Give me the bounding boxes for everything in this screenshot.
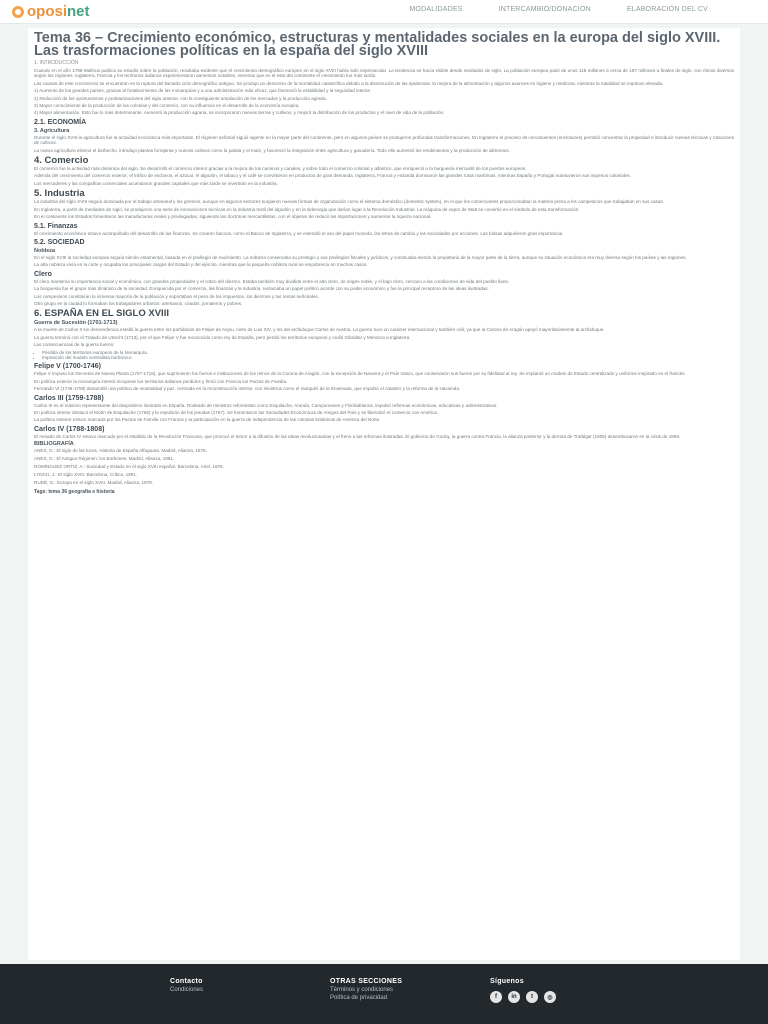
bibliography-item: ANES, G.: El Antiguo Régimen: los Borbones. Madrid, Alianza, 1981. bbox=[34, 456, 175, 462]
footer-contact bbox=[170, 978, 203, 993]
document-content bbox=[28, 28, 740, 960]
intro-paragraph: 3) Mayor conocimiento de la producción de las colonias y del comercio, con su influencia en el desarrollo de la economía europea. bbox=[34, 103, 300, 109]
bibliography-item: DOMÍNGUEZ ORTIZ, A.: Sociedad y Estado en el siglo XVIII español. Barcelona, Ariel, 1976. bbox=[34, 464, 224, 470]
bibliography-item: RUDÉ, G.: Europa en el siglo XVIII. Madrid, Alianza, 1978. bbox=[34, 480, 153, 486]
section-subheading: 3. Agricultura bbox=[34, 127, 70, 134]
section-heading: 2.1. ECONOMÍA bbox=[34, 118, 87, 126]
section-heading: 5.1. Finanzas bbox=[34, 222, 78, 230]
section-paragraph: La industria del siglo XVIII seguía dominada por el trabajo artesanal y los gremios, aunque en algunos sectores surgieron nuevas formas de organización como el sistema doméstico (domestic system), en el que los comerciantes proporcionaban la materia prima a los campesinos que trabajaban en sus casas. bbox=[34, 199, 664, 205]
section-paragraph: La burguesía fue el grupo más dinámico de la sociedad. Enriquecida por el comercio, las finanzas y la industria, reclamaba un papel político acorde con su poder económico y fue la principal receptora de las ideas ilustradas. bbox=[34, 286, 489, 292]
section-paragraph: Durante el siglo XVIII la agricultura fue la actividad económica más importante. El régimen señorial siguió vigente en la mayor parte del continente, pero en algunos países se produjeron profundas transformaciones. En Inglaterra el proceso de cercamientos (enclosures) permitió concentrar la propiedad e introducir nuevas técnicas y rotaciones de cultivos. bbox=[34, 134, 734, 146]
nav-intercambio[interactable]: INTERCAMBIO/DONACIÓN bbox=[498, 6, 591, 13]
section-paragraph: Los mercaderes y las compañías comerciales acumularon grandes capitales que más tarde se invertirán en la industria. bbox=[34, 180, 278, 186]
section-paragraph: Los campesinos constituían la inmensa mayoría de la población y soportaban el peso de los impuestos, los diezmos y las rentas señoriales. bbox=[34, 293, 319, 299]
logo-icon bbox=[12, 6, 24, 18]
list-item: • Pérdida de los territorios europeos de la Monarquía. bbox=[42, 350, 734, 355]
section-paragraph: Además del crecimiento del comercio exterior, el tráfico de esclavos, el azúcar, el algodón, el tabaco y el café se convirtieron en productos de gran demanda. Inglaterra, Francia y Holanda dominaron las grandes rutas marítimas, mientras España y Portugal mantuvieron sus imperios coloniales. bbox=[34, 173, 631, 179]
section-paragraph: El reinado de Carlos IV estuvo marcado por el estallido de la Revolución Francesa, que provocó el temor a la difusión de las ideas revolucionarias y el freno a las reformas ilustradas. El gobierno de Godoy, la guerra contra Francia, la alianza posterior y la derrota de Trafalgar (1805) desembocaron en la crisis de 1808. bbox=[34, 433, 681, 439]
section-paragraph: La nueva agricultura eliminó el barbecho, introdujo plantas forrajeras y nuevos cultivos como la patata y el maíz, y favoreció la integración entre agricultura y ganadería. Todo ello aumentó los rendimientos y la producción de alimentos. bbox=[34, 147, 510, 153]
intro-label: 1. INTRODUCCIÓN bbox=[34, 60, 79, 66]
section-paragraph: A la muerte de Carlos II sin descendencia estalló la guerra entre los partidarios de Felipe de Anjou, nieto de Luis XIV, y los del archiduque Carlos de Austria. La guerra tuvo un carácter internacional y también civil, ya que la Corona de Aragón apoyó mayoritariamente al archiduque. bbox=[34, 327, 605, 333]
footer-privacy-link[interactable]: Política de privacidad bbox=[330, 995, 388, 1001]
section-heading: Felipe V (1700-1746) bbox=[34, 363, 101, 371]
section-heading: 5. Industria bbox=[34, 188, 85, 200]
section-paragraph: Fernando VI (1746-1759) desarrolló una política de neutralidad y paz, centrada en la reconstrucción interior, con ministros como el marqués de la Ensenada, que impulsó el catastro y la reforma de la Hacienda. bbox=[34, 386, 461, 392]
footer-follow-heading: Síguenos bbox=[490, 978, 524, 985]
facebook-icon[interactable]: f bbox=[490, 991, 502, 1003]
bibliography-item: ANES, G.: El siglo de las luces. Historia de España Alfaguara. Madrid, Alianza, 1975. bbox=[34, 448, 207, 454]
instagram-icon[interactable]: ◎ bbox=[544, 991, 556, 1003]
document-title: Tema 36 – Crecimiento económico, estructuras y mentalidades sociales en la europa del siglo XVIII. Las trasformaciones políticas en la españa del siglo XVIII bbox=[34, 30, 721, 59]
site-footer bbox=[0, 964, 768, 1024]
intro-section bbox=[34, 68, 734, 116]
section-heading: Carlos IV (1788-1808) bbox=[34, 425, 105, 433]
document-sections bbox=[34, 119, 734, 439]
footer-other bbox=[330, 978, 402, 1001]
social-links bbox=[490, 991, 556, 1003]
section-paragraph: Felipe V impuso los Decretos de Nueva Planta (1707-1716), que suprimieron los fueros e instituciones de los reinos de la Corona de Aragón, con la excepción de Navarra y el País Vasco, que conservaron sus fueros por su fidelidad al rey. Se implantó un modelo de Estado centralizado y uniforme inspirado en el francés. bbox=[34, 371, 686, 377]
section-heading: 4. Comercio bbox=[34, 155, 89, 167]
main-nav bbox=[409, 6, 708, 13]
intro-paragraph: 2) Reducción de los oportunismos y proletarizaciones del siglo anterior, con la consiguiente ampliación de los mercados y la producción agraria. bbox=[34, 95, 327, 101]
site-logo[interactable]: oposi net bbox=[12, 3, 90, 20]
nav-elaboracion-cv[interactable]: ELABORACIÓN DEL CV bbox=[626, 6, 708, 13]
section-heading: Clero bbox=[34, 270, 52, 278]
intro-paragraph: 1) Aumento de los grandes países, gracias al fortalecimiento de las monarquías y a una administración más eficaz, que favoreció la estabilidad y la seguridad interior. bbox=[34, 88, 372, 94]
footer-contact-heading: Contacto bbox=[170, 978, 203, 985]
section-paragraph: En política interior destacó el Motín de Esquilache (1766) y la expulsión de los jesuitas (1767). Se fomentaron las Sociedades Económicas de Amigos del País y se liberalizó el comercio con América. bbox=[34, 410, 439, 415]
footer-terms-link[interactable]: Términos y condiciones bbox=[330, 987, 394, 993]
section-paragraph: La política exterior estuvo marcada por los Pactos de Familia con Francia y la participación en la guerra de independencia de las colonias británicas de América del Norte. bbox=[34, 417, 381, 423]
section-paragraph: Carlos III es el máximo representante del despotismo ilustrado en España. Rodeado de ministros reformistas como Esquilache, Aranda, Campomanes y Floridablanca, impulsó reformas económicas, educativas y administrativas. bbox=[34, 402, 498, 408]
section-paragraph: Las consecuencias de la guerra fueron: bbox=[34, 342, 115, 348]
bibliography-item: LYNCH, J.: El siglo XVIII. Barcelona, Crítica, 1991. bbox=[34, 472, 138, 478]
intro-paragraph: Cuando en el año 1798 Malthus publica su estudio sobre la población, resultaba evidente que el crecimiento demográfico europeo en el siglo XVIII había sido espectacular. La tendencia se hacía visible desde mediados de siglo. La población europea pasó de unos 118 millones a cerca de 187 millones a finales de siglo, con ritmos diversos según las regiones. Inglaterra, Francia y los territorios italianos experimentaron aumentos notables, mientras que en el este del continente el crecimiento fue más tardío. bbox=[34, 68, 734, 79]
section-paragraph: En el continente los Estados fomentaron las manufacturas reales y privilegiadas, siguiendo las doctrinas mercantilistas, con el objetivo de reducir las importaciones y aumentar la riqueza nacional. bbox=[34, 214, 432, 220]
section-paragraph: En el siglo XVIII la sociedad europea seguía siendo estamental, basada en el privilegio de nacimiento. La nobleza conservaba su prestigio y sus privilegios fiscales y jurídicos, y continuaba siendo la propietaria de la mayor parte de la tierra, aunque su situación económica era muy diversa según los países y las regiones. bbox=[34, 254, 687, 260]
twitter-icon[interactable]: t bbox=[526, 991, 538, 1003]
section-list bbox=[42, 350, 734, 361]
section-paragraph: La alta nobleza vivía en la corte y ocupaba los principales cargos del Estado y del ejército, mientras que la pequeña nobleza rural se empobrecía en muchos casos. bbox=[34, 262, 368, 268]
section-paragraph: Otro grupo en la ciudad lo formaban los trabajadores urbanos: artesanos, criados, jornaleros y pobres. bbox=[34, 300, 243, 306]
section-paragraph: En política exterior la monarquía intentó recuperar los territorios italianos perdidos y firmó con Francia los Pactos de Familia. bbox=[34, 378, 288, 384]
linkedin-icon[interactable]: in bbox=[508, 991, 520, 1003]
section-paragraph: El crecimiento económico estuvo acompañado del desarrollo de las finanzas. Se crearon bancos, como el Banco de Inglaterra, y se extendió el uso del papel moneda, las letras de cambio y las sociedades por acciones. Las bolsas adquirieron gran importancia. bbox=[34, 230, 564, 236]
section-subheading: Guerra de Sucesión (1701-1713) bbox=[34, 320, 118, 327]
intro-paragraph: 4) Mayor alimentación. Esto fue lo más determinante. Aumentó la producción agraria, se incorporaron nuevas tierras y cultivos, y mejoró la distribución de los productos y el nivel de vida de la población. bbox=[34, 110, 445, 116]
bibliography-heading: BIBLIOGRAFÍA bbox=[34, 441, 74, 448]
list-item: • Imposición del modelo centralista borbónico. bbox=[42, 355, 734, 360]
section-heading: 6. ESPAÑA EN EL SIGLO XVIII bbox=[34, 308, 169, 320]
nav-modalidades[interactable]: MODALIDADES bbox=[409, 6, 463, 13]
closing-tags: Tags: tema 36 geografía e historia bbox=[34, 489, 115, 496]
section-paragraph: El comercio fue la actividad más dinámica del siglo. Se desarrolló el comercio interior gracias a la mejora de los caminos y canales, y sobre todo el comercio colonial y atlántico, que enriqueció a la burguesía mercantil de los puertos europeos. bbox=[34, 166, 527, 172]
intro-paragraph: Las causas de este crecimiento se encuentran en la ruptura del llamado ciclo demográfico antiguo. Se produjo un descenso de la mortalidad catastrófica debido a la disminución de las epidemias, la mejora de la alimentación y algunos avances en higiene y medicina, mientras la natalidad se mantuvo elevada. bbox=[34, 80, 664, 86]
top-navbar bbox=[0, 0, 768, 24]
section-subheading: Nobleza bbox=[34, 247, 56, 254]
section-paragraph: La guerra terminó con el Tratado de Utrecht (1713), por el que Felipe V fue reconocido como rey de España, pero perdió los territorios europeos y cedió Gibraltar y Menorca a Inglaterra. bbox=[34, 334, 411, 340]
bibliography-list bbox=[34, 448, 734, 486]
section-paragraph: El clero mantenía su importancia social y económica, con grandes propiedades y el cobro del diezmo. Estaba también muy dividido entre el alto clero, de origen noble, y el bajo clero, cercano a las condiciones de vida del pueblo llano. bbox=[34, 278, 510, 284]
footer-follow bbox=[490, 978, 556, 1003]
section-heading: Carlos III (1759-1788) bbox=[34, 394, 104, 402]
section-heading: 5.2. SOCIEDAD bbox=[34, 238, 85, 246]
footer-other-heading: OTRAS SECCIONES bbox=[330, 978, 403, 985]
footer-conditions-link[interactable]: Condiciones bbox=[170, 987, 204, 993]
section-paragraph: En Inglaterra, a partir de mediados de siglo, se produjeron una serie de innovaciones técnicas en la industria textil del algodón y en la siderurgia que darían lugar a la Revolución Industrial. La máquina de vapor de Watt se convirtió en el símbolo de esta transformación. bbox=[34, 206, 580, 212]
